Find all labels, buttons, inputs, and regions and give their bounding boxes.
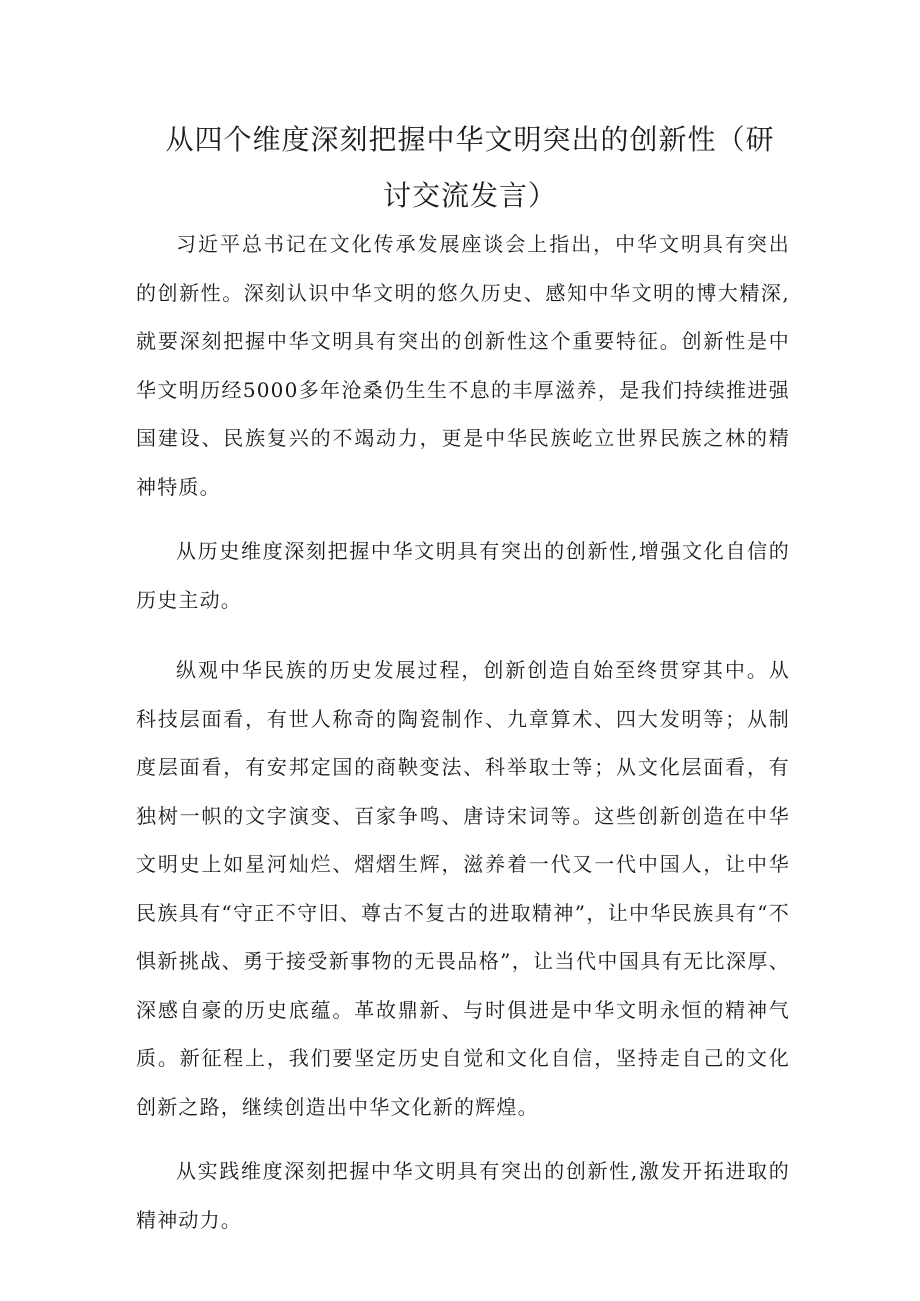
paragraph-practice-dimension: 从实践维度深刻把握中华文明具有突出的创新性,激发开拓进取的精神动力。: [136, 1159, 790, 1232]
document-body: [136, 220, 790, 1266]
paragraph-history-detail: 纵观中华民族的历史发展过程，创新创造自始至终贯穿其中。从科技层面看，有世人称奇的陶瓷制作、九章算术、四大发明等；从制度层面看，有安邦定国的商鞅变法、科举取士等；从文化层面看，有独树一帜的文字演变、百家争鸣、唐诗宋词等。这些创新创造在中华文明史上如星河灿烂、熠熠生辉，滋养着一代又一代中国人，让中华民族具有“守正不守旧、尊古不复古的进取精神”，让中华民族具有“不惧新挑战、勇于接受新事物的无畏品格”，让当代中国具有无比深厚、深感自豪的历史底蕴。革故鼎新、与时俱进是中华文明永恒的精神气质。新征程上，我们要坚定历史自觉和文化自信，坚持走自己的文化创新之路，继续创造出中华文化新的辉煌。: [136, 658, 790, 1119]
paragraph-history-dimension: 从历史维度深刻把握中华文明具有突出的创新性,增强文化自信的历史主动。: [136, 539, 790, 612]
paragraph-intro: 习近平总书记在文化传承发展座谈会上指出，中华文明具有突出的创新性。深刻认识中华文明的悠久历史、感知中华文明的博大精深,就要深刻把握中华文明具有突出的创新性这个重要特征。创新性是中华文明历经5000多年沧桑仍生生不息的丰厚滋养，是我们持续推进强国建设、民族复兴的不竭动力，更是中华民族屹立世界民族之林的精神特质。: [136, 232, 790, 499]
document-title: 从四个维度深刻把握中华文明突出的创新性（研讨交流发言）: [165, 123, 775, 212]
